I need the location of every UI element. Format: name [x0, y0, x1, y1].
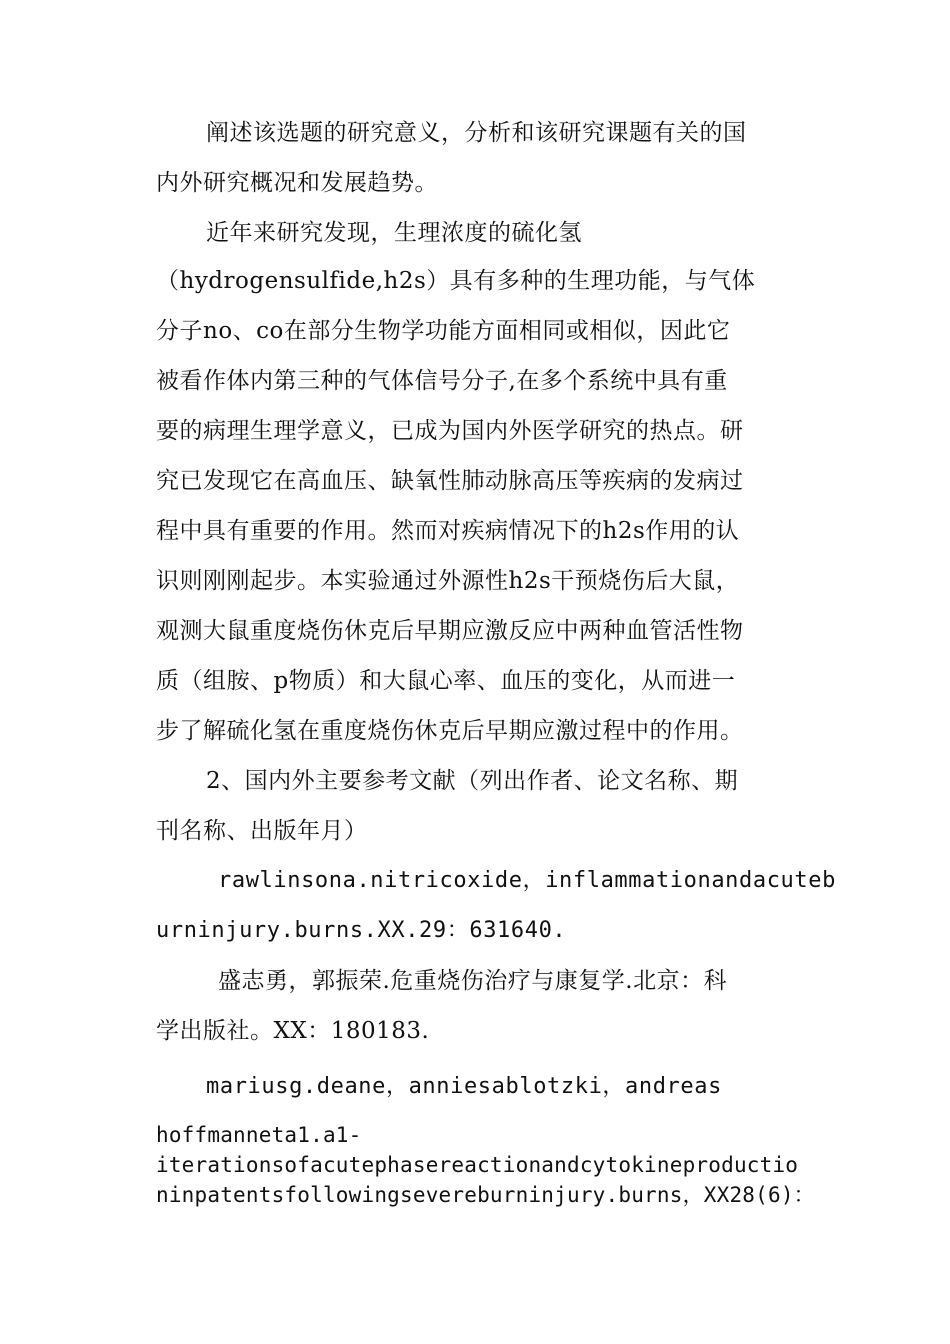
reference-2-line-1: 盛志勇，郭振荣.危重烧伤治疗与康复学.北京：科: [218, 968, 728, 994]
paragraph-body-line-9: 观测大鼠重度烧伤休克后早期应激反应中两种血管活性物: [156, 618, 744, 644]
reference-1-line-2: urninjury.burns.XX.29：631640.: [156, 918, 567, 943]
reference-3-line-2: hoffmanneta1.a1-: [156, 1123, 362, 1147]
paragraph-body-line-10: 质（组胺、p物质）和大鼠心率、血压的变化，从而进一: [156, 668, 736, 694]
reference-3-line-4: ninpatentsfollowingsevereburninjury.burns，XX28(6)：: [156, 1183, 815, 1207]
references-heading-line-1: 2、国内外主要参考文献（列出作者、论文名称、期: [206, 768, 739, 794]
paragraph-body-line-3: 分子no、co在部分生物学功能方面相同或相似，因此它: [156, 318, 731, 344]
paragraph-body-line-2: （hydrogensulfide,h2s）具有多种的生理功能，与气体: [156, 268, 756, 294]
reference-2-line-2: 学出版社。XX：180183.: [156, 1018, 430, 1044]
paragraph-intro-line-2: 内外研究概况和发展趋势。: [156, 170, 438, 196]
reference-1-line-1: rawlinsona.nitricoxide，inflammationandacuteb: [218, 868, 836, 893]
reference-3-line-3: iterationsofacutephasereactionandcytokineproductio: [156, 1153, 799, 1177]
reference-3-line-1: mariusg.deane，anniesablotzki，andreas: [206, 1074, 722, 1099]
paragraph-body-line-4: 被看作体内第三种的气体信号分子,在多个系统中具有重: [156, 368, 728, 394]
paragraph-body-line-8: 识则刚刚起步。本实验通过外源性h2s干预烧伤后大鼠，: [156, 568, 740, 594]
paragraph-intro-line-1: 阐述该选题的研究意义，分析和该研究课题有关的国: [206, 120, 747, 146]
paragraph-body-line-1: 近年来研究发现，生理浓度的硫化氢: [206, 220, 582, 246]
paragraph-body-line-11: 步了解硫化氢在重度烧伤休克后早期应激过程中的作用。: [156, 718, 744, 744]
paragraph-body-line-6: 究已发现它在高血压、缺氧性肺动脉高压等疾病的发病过: [156, 468, 744, 494]
paragraph-body-line-7: 程中具有重要的作用。然而对疾病情况下的h2s作用的认: [156, 518, 740, 544]
paragraph-body-line-5: 要的病理生理学意义，已成为国内外医学研究的热点。研: [156, 418, 744, 444]
references-heading-line-2: 刊名称、出版年月）: [156, 818, 368, 844]
